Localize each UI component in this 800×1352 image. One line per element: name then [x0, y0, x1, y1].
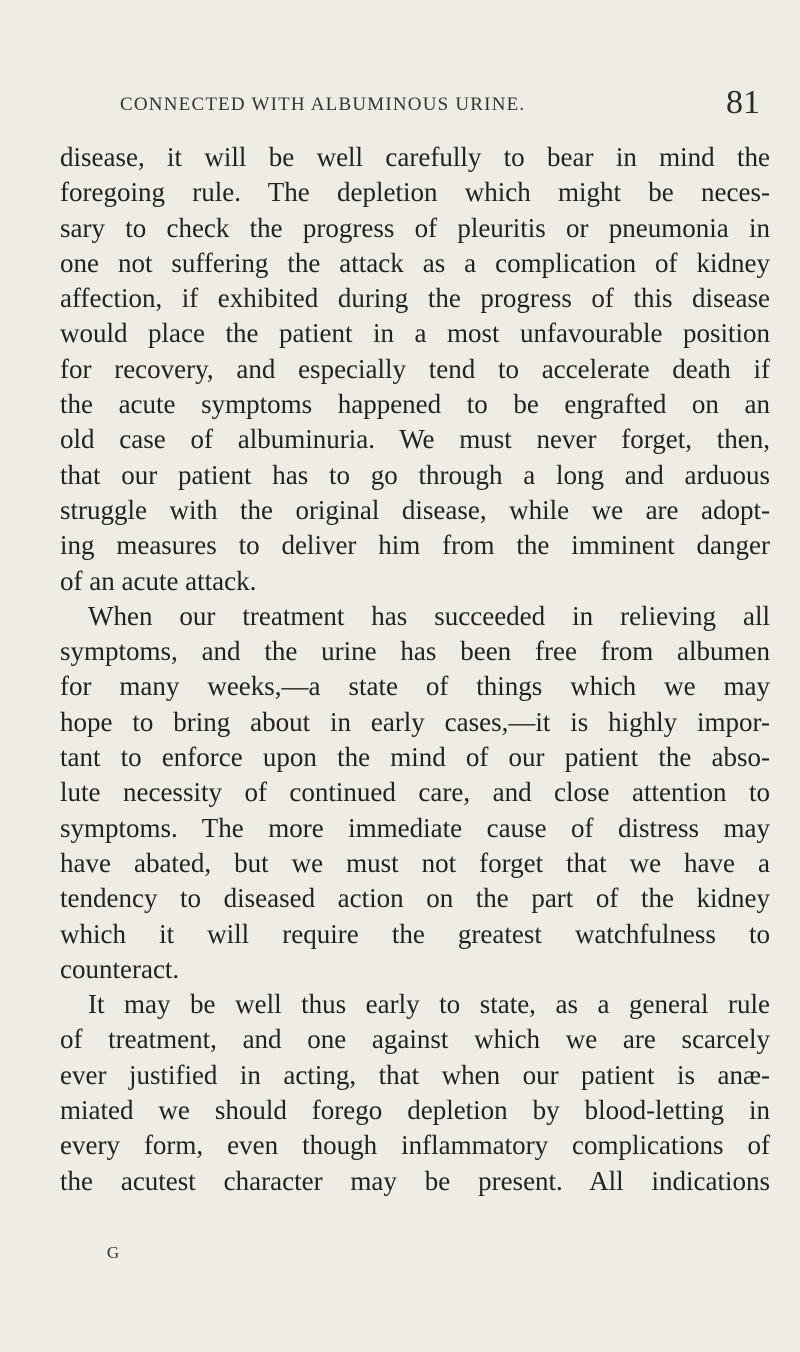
text-line: ever justified in acting, that when our patient is anæ-	[60, 1059, 770, 1090]
text-line: symptoms. The more immediate cause of distress may	[60, 812, 770, 843]
text-line: tendency to diseased action on the part of the kidney	[60, 883, 770, 914]
text-line: hope to bring about in early cases,—it is highly impor-	[60, 706, 770, 737]
text-line: sary to check the progress of pleuritis or pneumonia in	[60, 212, 770, 243]
running-head	[120, 84, 760, 128]
text-line: disease, it will be well carefully to bear in mind the	[60, 142, 770, 172]
text-line: miated we should forego depletion by blood-letting in	[60, 1095, 770, 1126]
signature-mark	[60, 1243, 770, 1263]
text-line: every form, even though inflammatory complications of	[60, 1130, 770, 1161]
body-text	[60, 140, 770, 1199]
text-line: which it will require the greatest watchfulness to	[60, 918, 770, 949]
text-line: counteract.	[60, 953, 180, 984]
page-number: 81	[726, 84, 760, 121]
text-line: When our treatment has succeeded in relieving all	[88, 600, 770, 631]
text-line: for recovery, and especially tend to accelerate death if	[60, 353, 770, 384]
signature-letter: G	[106, 1243, 120, 1262]
text-line: old case of albuminuria. We must never forget, then,	[60, 424, 770, 455]
text-line: the acutest character may be present. All indications	[60, 1165, 770, 1196]
text-line: foregoing rule. The depletion which might be neces-	[60, 177, 770, 208]
text-line: of an acute attack.	[60, 565, 257, 596]
text-line: lute necessity of continued care, and close attention to	[60, 777, 770, 808]
text-line: have abated, but we must not forget that we have a	[60, 847, 770, 878]
text-line: of treatment, and one against which we are scarcely	[60, 1024, 770, 1055]
text-line: would place the patient in a most unfavourable position	[60, 318, 770, 349]
text-line: ing measures to deliver him from the imminent danger	[60, 530, 770, 561]
running-title: CONNECTED WITH ALBUMINOUS URINE.	[120, 94, 526, 115]
text-line: the acute symptoms happened to be engrafted on an	[60, 389, 770, 420]
text-line: one not suffering the attack as a complication of kidney	[60, 247, 770, 278]
text-line: that our patient has to go through a long and arduous	[60, 459, 770, 490]
text-line: tant to enforce upon the mind of our patient the abso-	[60, 742, 770, 773]
text-line: struggle with the original disease, while we are adopt-	[60, 494, 770, 525]
text-line: for many weeks,—a state of things which we may	[60, 671, 770, 702]
text-line: affection, if exhibited during the progress of this disease	[60, 283, 770, 314]
text-line: It may be well thus early to state, as a general rule	[88, 989, 770, 1020]
text-line: symptoms, and the urine has been free from albumen	[60, 636, 770, 667]
